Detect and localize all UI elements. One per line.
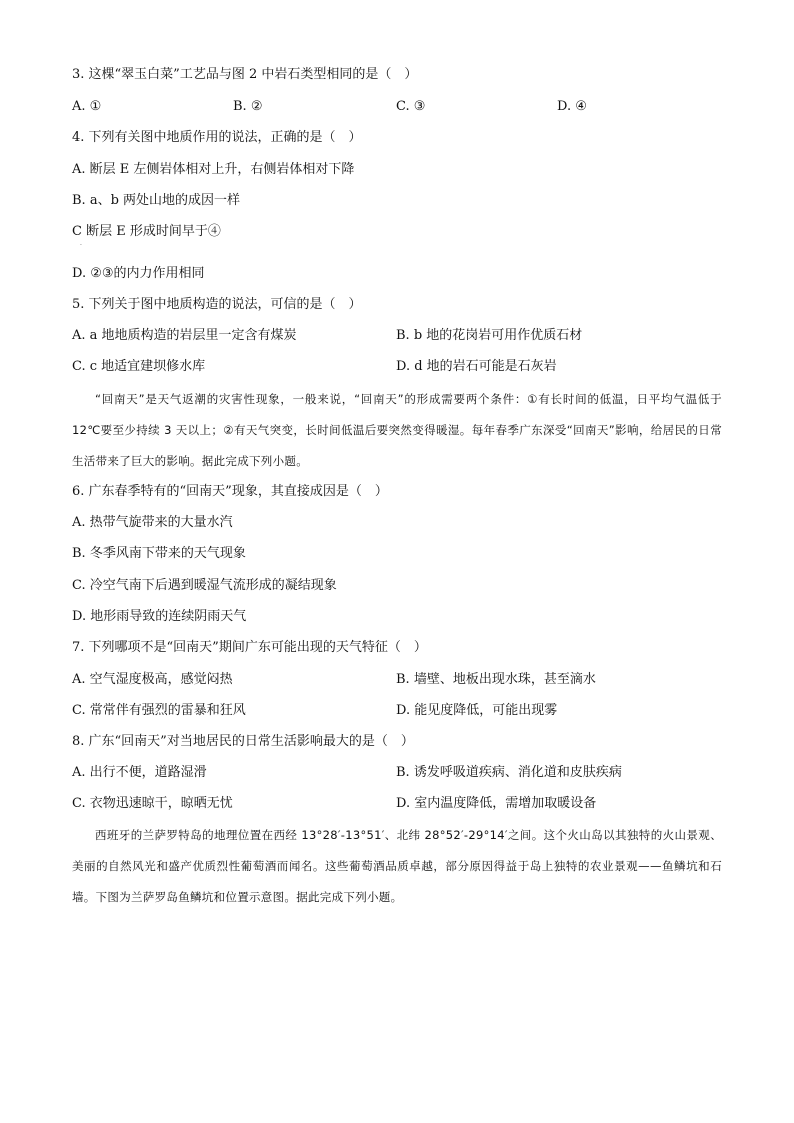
q8-option-a: A. 出行不便，道路湿滑 xyxy=(72,765,207,780)
q8-option-c: C. 衣物迅速晾干，晾晒无忧 xyxy=(72,796,233,811)
q3-option-b: B. ② xyxy=(233,99,263,114)
q7-option-d: D. 能见度降低，可能出现雾 xyxy=(396,703,558,718)
q6-option-b: B. 冬季风南下带来的天气现象 xyxy=(72,546,246,561)
question-7-stem: 7. 下列哪项不是“回南天”期间广东可能出现的天气特征（ ） xyxy=(72,640,427,655)
q6-option-c: C. 冷空气南下后遇到暖湿气流形成的凝结现象 xyxy=(72,578,337,593)
q4-option-b: B. a、b 两处山地的成因一样 xyxy=(72,193,241,208)
stray-mark: . xyxy=(80,240,82,247)
q5-option-a: A. a 地地质构造的岩层里一定含有煤炭 xyxy=(72,328,297,343)
q5-option-b: B. b 地的花岗岩可用作优质石材 xyxy=(396,328,583,343)
q3-option-a: A. ① xyxy=(72,99,102,114)
q6-option-a: A. 热带气旋带来的大量水汽 xyxy=(72,515,233,530)
q6-option-d: D. 地形雨导致的连续阴雨天气 xyxy=(72,609,247,624)
question-8-stem: 8. 广东“回南天”对当地居民的日常生活影响最大的是（ ） xyxy=(72,734,414,749)
q4-option-d: D. ②③的内力作用相同 xyxy=(72,266,205,281)
q4-option-a: A. 断层 E 左侧岩体相对上升，右侧岩体相对下降 xyxy=(72,162,355,177)
q8-option-b: B. 诱发呼吸道疾病、消化道和皮肤疾病 xyxy=(396,765,622,780)
question-6-stem: 6. 广东春季特有的“回南天”现象，其直接成因是（ ） xyxy=(72,484,388,499)
q3-option-d: D. ④ xyxy=(557,99,587,114)
q5-option-d: D. d 地的岩石可能是石灰岩 xyxy=(396,359,557,374)
q8-option-d: D. 室内温度降低，需增加取暖设备 xyxy=(396,796,597,811)
question-3-stem: 3. 这棵“翠玉白菜”工艺品与图 2 中岩石类型相同的是（ ） xyxy=(72,67,418,82)
question-4-stem: 4. 下列有关图中地质作用的说法，正确的是（ ） xyxy=(72,130,362,145)
passage-huinantian: “回南天”是天气返潮的灾害性现象，一般来说，“回南天”的形成需要两个条件：①有长时间的低温，日平均气温低于 12℃要至少持续 3 天以上；②有天气突变，长时间低温后要突然变得暖湿。每年春季广东深受“回南天”影响，给居民的日常生活带来了巨大的影响。据此完成下列小题。 xyxy=(72,392,722,468)
q4-option-c: C 断层 E 形成时间早于④ xyxy=(72,224,221,239)
q7-option-c: C. 常常伴有强烈的雷暴和狂风 xyxy=(72,703,246,718)
q7-option-a: A. 空气湿度极高，感觉闷热 xyxy=(72,672,233,687)
question-5-stem: 5. 下列关于图中地质构造的说法，可信的是（ ） xyxy=(72,297,362,312)
passage-lanzarote: 西班牙的兰萨罗特岛的地理位置在西经 13°28′-13°51′、北纬 28°52′-29°14′之间。这个火山岛以其独特的火山景观、美丽的自然风光和盛产优质烈性葡萄酒而闻名。这些葡萄酒品质卓越，部分原因得益于岛上独特的农业景观——鱼鳞坑和石墙。下图为兰萨罗岛鱼鳞坑和位置示意图。据此完成下列小题。 xyxy=(72,828,722,904)
q7-option-b: B. 墙壁、地板出现水珠，甚至滴水 xyxy=(396,672,596,687)
q3-option-c: C. ③ xyxy=(396,99,426,114)
q5-option-c: C. c 地适宜建坝修水库 xyxy=(72,359,206,374)
